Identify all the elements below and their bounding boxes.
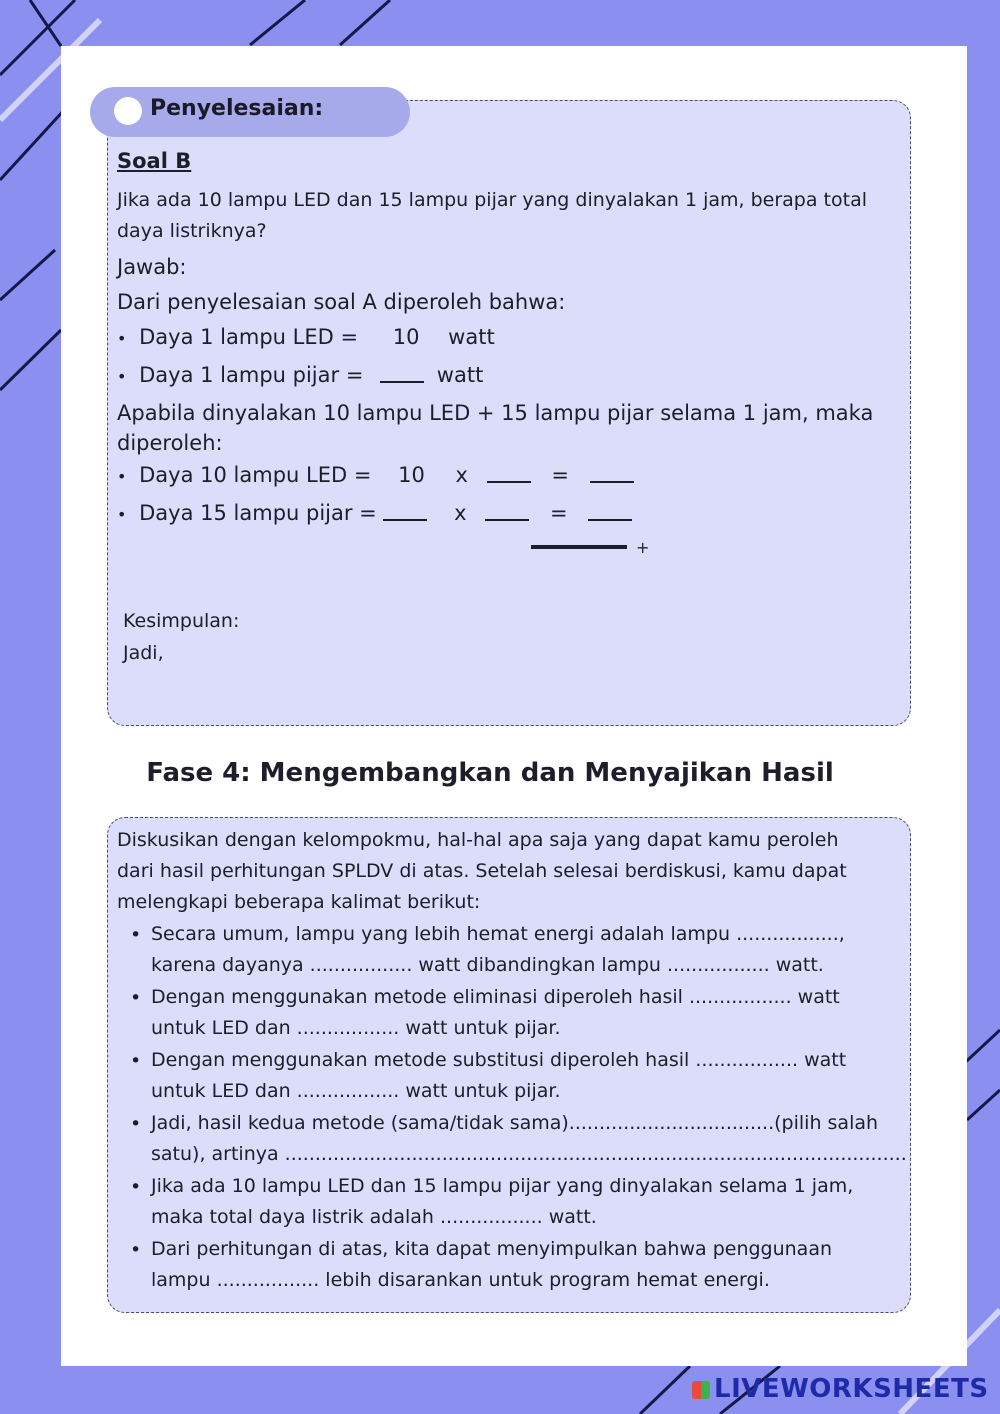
calc-led-value: 10 — [398, 463, 425, 487]
list-item-5-line-2: maka total daya listrik adalah ................. watt. — [151, 1206, 597, 1228]
times-sign: x — [454, 501, 467, 525]
penyelesaian-label: Penyelesaian: — [150, 96, 324, 121]
discussion-intro-line-3: melengkapi beberapa kalimat berikut: — [117, 891, 481, 913]
circle-icon — [114, 97, 142, 125]
plus-sign: + — [636, 538, 650, 557]
logo-text: LIVEWORKSHEETS — [714, 1374, 989, 1404]
list-item-5-line-1: Jika ada 10 lampu LED dan 15 lampu pijar yang dinyalakan selama 1 jam, — [151, 1175, 854, 1197]
calc-led-hours-blank[interactable] — [487, 481, 531, 483]
question-line-1: Jika ada 10 lampu LED dan 15 lampu pijar yang dinyalakan 1 jam, berapa total — [117, 189, 867, 211]
equals-sign: = — [551, 463, 569, 487]
list-item-1-line-1: Secara umum, lampu yang lebih hemat energi adalah lampu ................., — [151, 923, 845, 945]
calc-pijar-label: Daya 15 lampu pijar = — [139, 501, 377, 525]
bullet: • — [130, 1113, 142, 1135]
question-line-2: daya listriknya? — [117, 220, 267, 242]
list-item-2-line-1: Dengan menggunakan metode eliminasi diperoleh hasil ................. watt — [151, 986, 840, 1008]
bullet: • — [117, 505, 127, 524]
led-power-value: 10 — [392, 325, 420, 349]
calc-pijar-item — [117, 498, 632, 530]
jawab-label: Jawab: — [117, 255, 187, 279]
times-sign: x — [455, 463, 468, 487]
equals-sign: = — [549, 501, 568, 525]
discussion-intro-line-2: dari hasil perhitungan SPLDV di atas. Setelah selesai berdiskusi, kamu dapat — [117, 860, 847, 882]
bullet: • — [117, 467, 127, 486]
intro-text: Dari penyelesaian soal A diperoleh bahwa: — [117, 290, 566, 314]
list-item-4-line-1: Jadi, hasil kedua metode (sama/tidak sama)..................................(pilih salah — [151, 1112, 879, 1134]
sum-line — [531, 545, 627, 549]
apabila-line-1: Apabila dinyalakan 10 lampu LED + 15 lampu pijar selama 1 jam, maka — [117, 401, 874, 425]
pijar-power-blank[interactable] — [380, 381, 424, 383]
calc-pijar-power-blank[interactable] — [383, 519, 427, 521]
pijar-power-label: Daya 1 lampu pijar = — [139, 363, 364, 387]
calc-pijar-hours-blank[interactable] — [485, 519, 529, 521]
jadi-label: Jadi, — [123, 642, 164, 664]
unit-watt: watt — [436, 363, 484, 387]
fase-4-title: Fase 4: Mengembangkan dan Menyajikan Hasil — [146, 758, 834, 788]
list-item-1-line-2: karena dayanya ................. watt dibandingkan lampu ................. watt. — [151, 954, 824, 976]
bullet: • — [130, 1050, 142, 1072]
liveworksheets-logo[interactable] — [692, 1374, 989, 1404]
list-item-2-line-2: untuk LED dan ................. watt untuk pijar. — [151, 1017, 561, 1039]
list-item-4-line-2: satu), artinya ....................................................................................................... — [151, 1143, 907, 1165]
calc-led-item — [117, 460, 634, 492]
led-power-label: Daya 1 lampu LED = — [139, 325, 359, 349]
calc-led-label: Daya 10 lampu LED = — [139, 463, 372, 487]
discussion-intro-line-1: Diskusikan dengan kelompokmu, hal-hal apa saja yang dapat kamu peroleh — [117, 829, 839, 851]
kesimpulan-label: Kesimpulan: — [123, 610, 240, 632]
bullet: • — [130, 987, 142, 1009]
pijar-power-item — [117, 360, 483, 392]
liveworksheets-icon — [692, 1381, 710, 1399]
list-item-3-line-1: Dengan menggunakan metode substitusi diperoleh hasil ................. watt — [151, 1049, 847, 1071]
list-item-6-line-1: Dari perhitungan di atas, kita dapat menyimpulkan bahwa penggunaan — [151, 1238, 833, 1260]
bullet: • — [130, 1239, 142, 1261]
apabila-line-2: diperoleh: — [117, 431, 223, 455]
penyelesaian-header — [90, 87, 410, 137]
unit-watt: watt — [448, 325, 495, 349]
bullet: • — [117, 367, 127, 386]
calc-pijar-result-blank[interactable] — [588, 519, 632, 521]
bullet: • — [117, 329, 127, 348]
list-item-3-line-2: untuk LED dan ................. watt untuk pijar. — [151, 1080, 561, 1102]
bullet: • — [130, 924, 142, 946]
led-power-item — [117, 322, 495, 354]
list-item-6-line-2: lampu ................. lebih disarankan untuk program hemat energi. — [151, 1269, 770, 1291]
soal-title: Soal B — [117, 149, 192, 173]
calc-led-result-blank[interactable] — [590, 481, 634, 483]
bullet: • — [130, 1176, 142, 1198]
